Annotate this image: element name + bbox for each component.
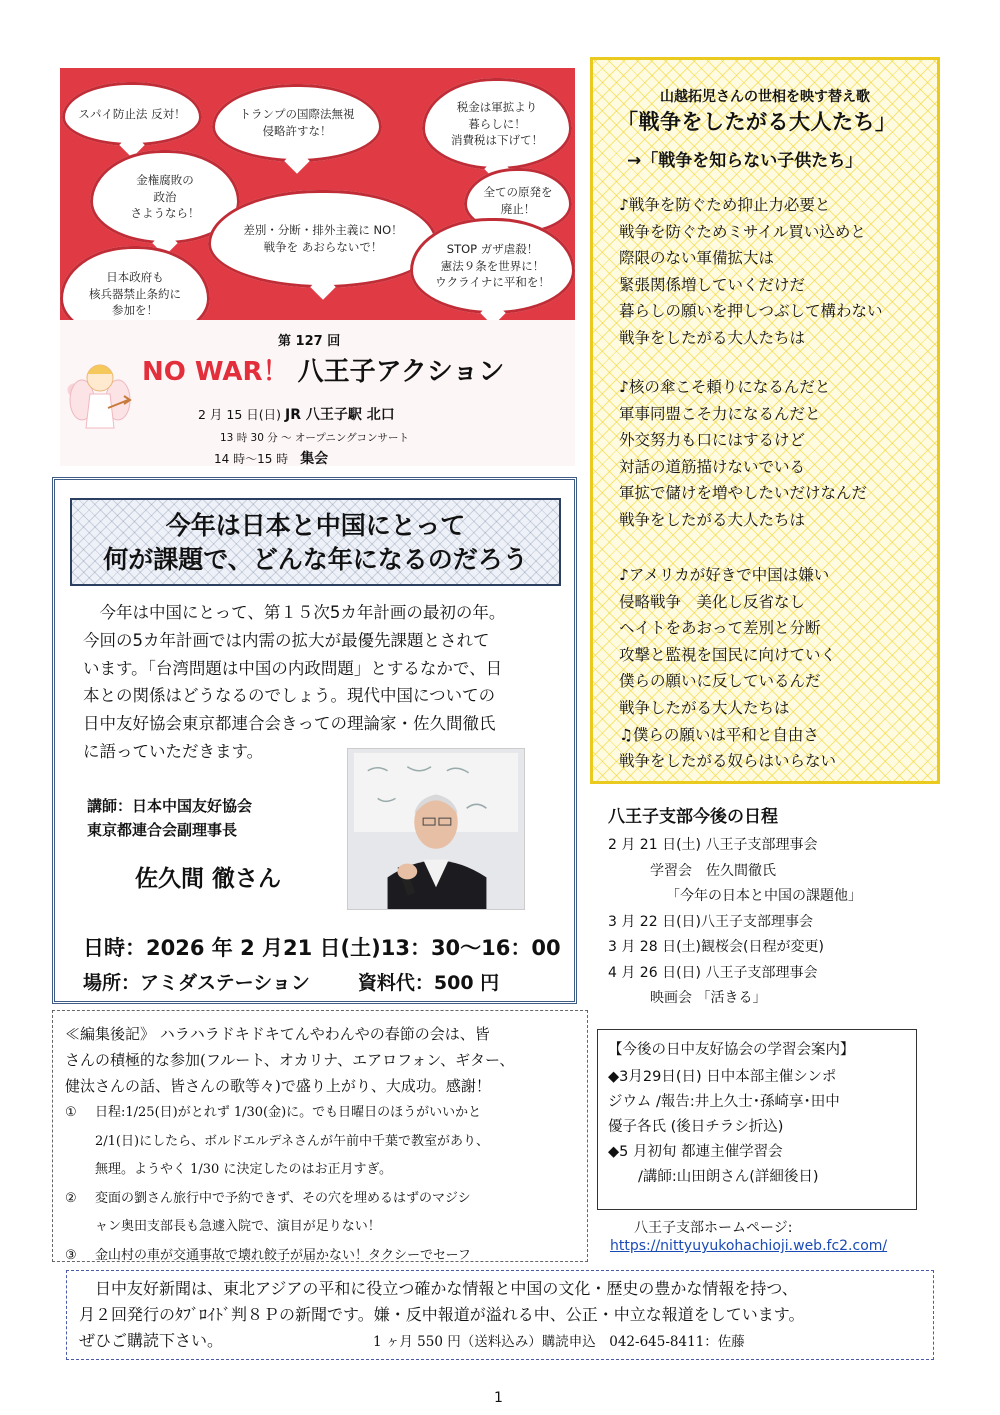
event-poster [60,68,575,466]
editor-postscript [52,1010,588,1262]
event-rally: 14 時～15 時 集会 [214,451,329,466]
postscript-paragraph: ≪編集後記》 ハラハラドキドキてんやわんやの春節の会は、皆 さんの積極的な参加(フルート、オカリナ、エアロフォン、ギター、 健汰さんの話、皆さんの歌等々)で盛り上がり、大成功。感謝！ [65,1025,515,1095]
lecture-venue: 場所：アミダステーション 資料代：500 円 [83,972,500,994]
song-intro: 山越拓児さんの世相を映す替え歌 [660,89,870,105]
study-line: ◆5 月初旬 都連主催学習会 [608,1144,783,1160]
slogan-heart: 全ての原発を 廃止！ [464,168,572,234]
schedule-item: 学習会 佐久間徹氏 [650,862,776,879]
study-heading: 【今後の日中友好協会の学習会案内】 [608,1042,855,1058]
slogan-heart: 税金は軍拡より 暮らしに！ 消費税は下げて！ [422,78,572,170]
page-number: 1 [494,1390,503,1406]
schedule-item: 4 月 26 日(日) 八王子支部理事会 [608,964,818,981]
schedule-item: 3 月 28 日(土)観桜会(日程が変更) [608,939,824,955]
schedule-item: 3 月 22 日(日)八王子支部理事会 [608,913,813,930]
lecturer-name: 佐久間 徹さん [135,866,282,892]
song-verse: ♪核の傘こそ頼りになるんだと 軍事同盟こそ力になるんだと 外交努力も口にはするけど 対話の道筋描けないでいる 軍拡で儲けを増やしたいだけなんだ 戦争をしたがる大人たちは [619,378,868,529]
article-body: 今年は中国にとって、第１５次5カ年計画の最初の年。 今回の5カ年計画では内需の拡大が最優先課題とされて います。「台湾問題は中国の内政問題」とするなかで、日 本との関係はどうなるのでしょう。現代中国についての 日中友好協会東京都連合会きっての理論家・佐久間徹氏 に語っていただきます。 [83,603,506,761]
song-verse: ♪戦争を防ぐため抑止力必要と 戦争を防ぐためミサイル買い込めと 際限のない軍備拡大は 緊張関係増していくだけだ 暮らしの願いを押しつぶして構わない 戦争をしたがる大人たちは [619,196,883,347]
schedule-heading: 八王子支部今後の日程 [608,807,778,827]
lecture-datetime: 日時：2026 年 2 月21 日(土)13：30～16：00 [83,936,561,960]
lecturer-photo [347,748,525,910]
list-item: ③ 金山村の車が交通事故で壊れ餃子が届かない！タクシーでセーフ [65,1247,471,1262]
slogan-heart: スパイ防止法 反対！ [62,82,202,146]
parody-song-box [590,57,940,784]
study-line: 優子各氏 (後日チラシ折込) [608,1119,784,1135]
study-session-box [597,1029,917,1210]
slogan-heart: 日本政府も 核兵器禁止条約に 参加を！ [60,246,210,342]
event-count: 第 127 回 [278,334,341,349]
list-item: ① 日程:1/25(日)がとれず 1/30(金)に。でも日曜日のほうがいいかと [65,1105,482,1120]
song-title: 「戦争をしたがる大人たち」 [617,110,897,134]
subscribe-info: 1 ヶ月 550 円（送料込み）購読申込 042-645-8411：佐藤 [373,1334,745,1350]
homepage-link[interactable]: https://nittyuyukohachioji.web.fc2.com/ [610,1238,888,1254]
slogan-heart: STOP ガザ虐殺！ 憲法９条を世界に！ ウクライナに平和を！ [410,218,575,314]
article-headline: 今年は日本と中国にとって 何が課題で、どんな年になるのだろう [70,498,561,586]
lecture-fee: 資料代：500 円 [357,972,500,994]
event-title: NO WAR！ 八王子アクション [142,357,505,387]
schedule-item: 2 月 21 日(土) 八王子支部理事会 [608,837,818,853]
slogan-heart: 差別・分断・排外主義に NO！ 戦争を あおらないで！ [208,190,438,288]
homepage-label: 八王子支部ホームページ: [634,1220,793,1236]
song-verse: ♪アメリカが好きで中国は嫌い 侵略戦争 美化し反省なし ヘイトをあおって差別と分断 攻撃と監視を国民に向けていく 僕らの願いに反しているんだ 戦争したがる大人たちは ♫僕らの願いは平和と自由さ 戦争をしたがる奴らはいらない [619,566,837,771]
study-line: ジウム /報告:井上久士･孫崎享･田中 [608,1094,840,1110]
schedule-item: 映画会 「活きる」 [650,990,767,1006]
angel-icon [68,348,132,444]
postscript-list: ① 日程:1/25(日)がとれず 1/30(金)に。でも日曜日のほうがいいかと 2/1(日)にしたら、ボルドエルデネさんが午前中千葉で教室があり、 無理。ようやく 1/30 に決定したのはお正月すぎ。 ② 変面の劉さん旅行中で予約できず、その穴を埋めるはずのマジシ ャン奥田支部長も急遽入院で、演目が足りない！ ③ 金山村の車が交通事故で壊れ餃子が届かない！タクシーでセーフ [65,1099,585,1262]
event-concert: 13 時 30 分 ～ オープニングコンサート [220,432,409,444]
lecture-article [52,477,577,1004]
slogan-heart: トランプの国際法無視 侵略許すな！ [212,84,382,162]
event-date-place: 2 月 15 日(日) JR 八王子駅 北口 [198,407,395,423]
study-line: /講師:山田朗さん(詳細後日) [638,1169,819,1185]
song-subtitle: →「戦争を知らない子供たち」 [627,151,863,171]
lecturer-role: 講師：日本中国友好協会 東京都連合会副理事長 [87,797,253,839]
slogan-heart: 金権腐敗の 政治 さようなら！ [90,150,240,244]
branch-schedule [608,802,938,1012]
study-line: ◆3月29日(日) 日中本部主催シンポ [608,1069,837,1085]
list-item: ② 変面の劉さん旅行中で予約できず、その穴を埋めるはずのマジシ [65,1190,471,1206]
newspaper-ad: 日中友好新聞は、東北アジアの平和に役立つ確かな情報と中国の文化・歴史の豊かな情報を持つ、 月２回発行のﾀﾌﾞﾛｲﾄﾞ判８Ｐの新聞です。嫌・反中報道が溢れる中、公正・中立な報道をしています。 ぜひご購読下さい。 1 ヶ月 550 円（送料込み）購読申込 042-645-8411：佐藤 [66,1270,934,1360]
schedule-item: 「今年の日本と中国の課題他」 [666,888,862,904]
